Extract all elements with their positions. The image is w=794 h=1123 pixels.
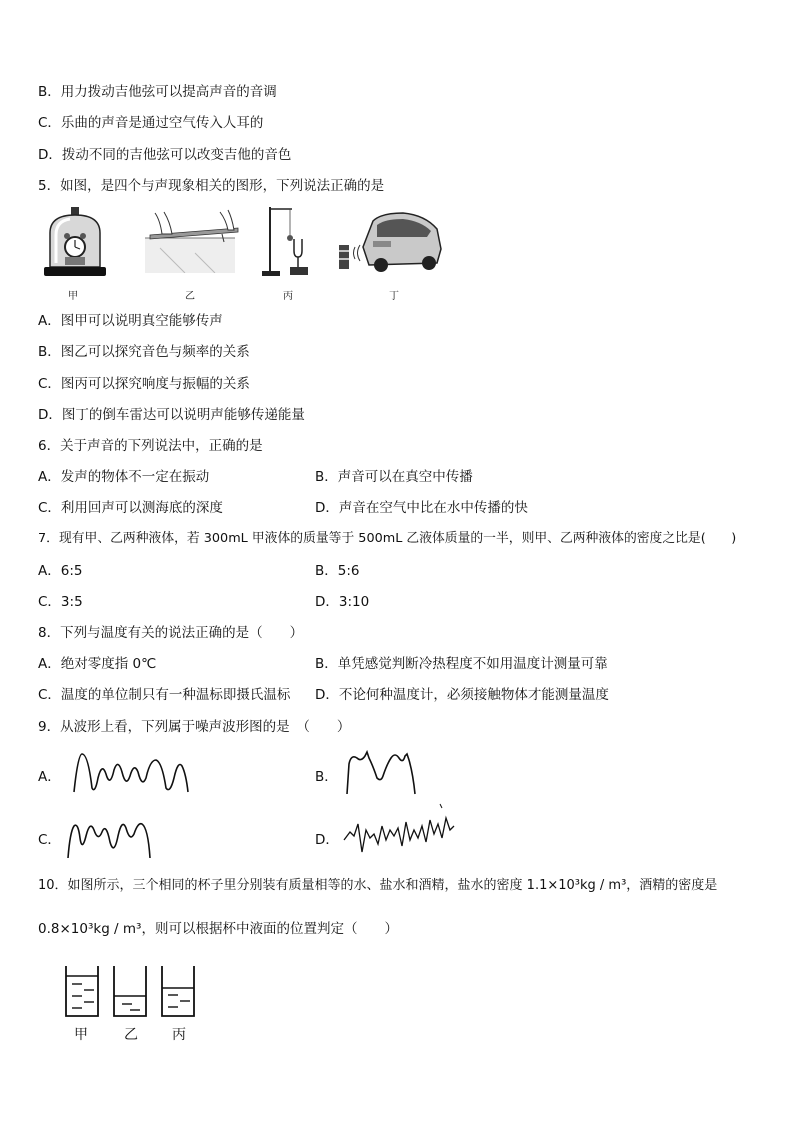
figure-three-cups [60, 962, 200, 1020]
figure-ruler [140, 208, 240, 273]
q5-caption-jia: 甲 [68, 291, 78, 302]
figure-reversing-radar [333, 207, 443, 277]
q10-stem-line2: 0.8×10³kg / m³，则可以根据杯中液面的位置判定（ ） [38, 921, 398, 937]
q6-stem: 6．关于声音的下列说法中，正确的是 [38, 438, 263, 454]
q10-stem-line1: 10．如图所示，三个相同的杯子里分别装有质量相等的水、盐水和酒精，盐水的密度 1.1×10³kg / m³，酒精的密度是 [38, 878, 718, 893]
q7-option-c: C．3:5 [38, 594, 83, 610]
q5-caption-ding: 丁 [389, 291, 399, 302]
q5-caption-bing: 丙 [283, 291, 293, 302]
q8-option-b: B．单凭感觉判断冷热程度不如用温度计测量可靠 [315, 656, 608, 672]
q8-option-d: D．不论何种温度计，必须接触物体才能测量温度 [315, 687, 609, 703]
q9-label-c: C． [38, 832, 61, 848]
q6-option-b: B．声音可以在真空中传播 [315, 469, 473, 485]
q10-caption-jia: 甲 [74, 1027, 88, 1043]
q6-option-d: D．声音在空气中比在水中传播的快 [315, 500, 528, 516]
q9-label-d: D． [315, 832, 339, 848]
figure-bell-jar [40, 205, 110, 280]
q9-stem: 9．从波形上看，下列属于噪声波形图的是 （ ） [38, 719, 351, 735]
q6-option-a: A．发声的物体不一定在振动 [38, 469, 210, 485]
q7-option-d: D．3:10 [315, 594, 370, 610]
q5-option-d: D．图丁的倒车雷达可以说明声能够传递能量 [38, 407, 305, 423]
q8-stem: 8．下列与温度有关的说法正确的是（ ） [38, 625, 304, 641]
q10-caption-bing: 丙 [172, 1027, 186, 1043]
q4-option-b: B．用力拨动吉他弦可以提高声音的音调 [38, 84, 277, 100]
q8-option-a: A．绝对零度指 0℃ [38, 656, 157, 672]
q5-option-c: C．图丙可以探究响度与振幅的关系 [38, 376, 250, 392]
q5-option-a: A．图甲可以说明真空能够传声 [38, 313, 223, 329]
q10-caption-yi: 乙 [124, 1027, 138, 1043]
q4-option-c: C．乐曲的声音是通过空气传入人耳的 [38, 115, 264, 131]
waveform-a [70, 748, 190, 796]
waveform-d [340, 800, 460, 864]
q9-label-b: B． [315, 769, 338, 785]
waveform-c [64, 812, 156, 862]
q9-label-a: A． [38, 769, 61, 785]
q6-option-c: C．利用回声可以测海底的深度 [38, 500, 223, 516]
q4-option-d: D．拨动不同的吉他弦可以改变吉他的音色 [38, 147, 292, 163]
q7-option-b: B．5:6 [315, 563, 360, 579]
q5-stem: 5．如图，是四个与声现象相关的图形，下列说法正确的是 [38, 178, 385, 194]
q7-stem: 7．现有甲、乙两种液体，若 300mL 甲液体的质量等于 500mL 乙液体质量的一半，则甲、乙两种液体的密度之比是( ) [38, 531, 737, 546]
waveform-b [343, 748, 423, 796]
q5-caption-yi: 乙 [185, 291, 195, 302]
q8-option-c: C．温度的单位制只有一种温标即摄氏温标 [38, 687, 291, 703]
q5-option-b: B．图乙可以探究音色与频率的关系 [38, 344, 250, 360]
q7-option-a: A．6:5 [38, 563, 83, 579]
figure-tuning-fork [260, 203, 315, 281]
